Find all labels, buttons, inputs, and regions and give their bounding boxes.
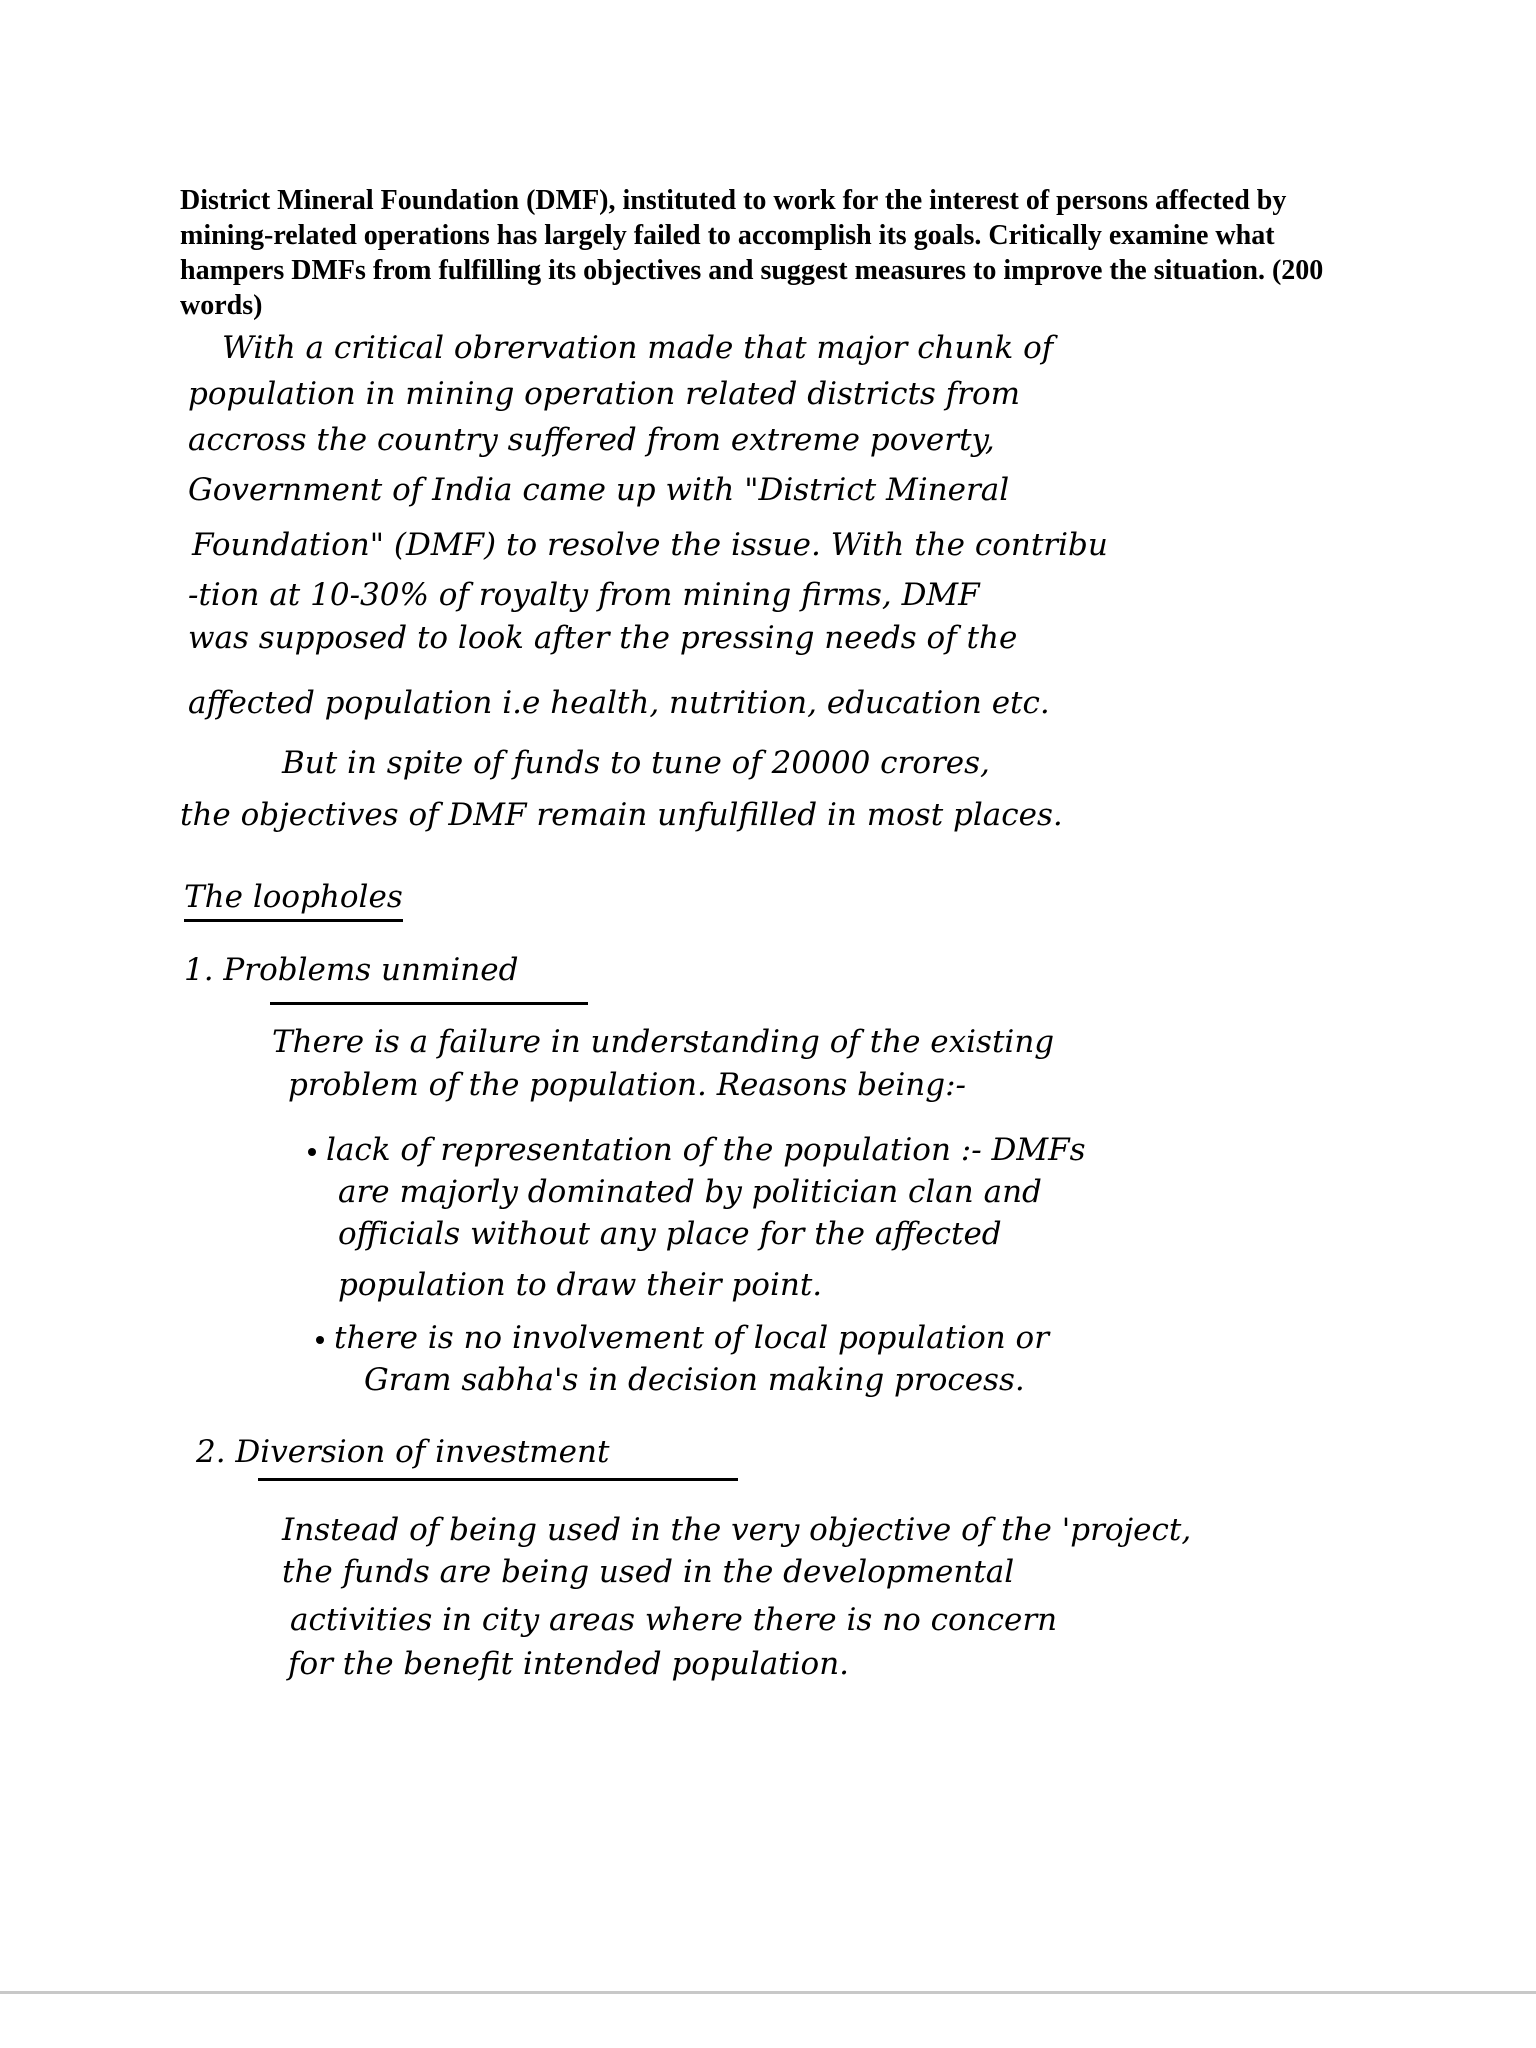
funds-line: the objectives of DMF remain unfulfilled in most places. bbox=[180, 797, 1063, 833]
bullet-2-text: there is no involvement of local population or bbox=[334, 1320, 1050, 1356]
bullet-1-line bbox=[308, 1130, 1086, 1170]
bullet-1-line: officials without any place for the affected bbox=[338, 1216, 1002, 1252]
loopholes-heading bbox=[184, 877, 403, 917]
page-bottom-border bbox=[0, 1991, 1536, 1994]
point1-intro-line: problem of the population. Reasons being:- bbox=[288, 1067, 967, 1103]
point1-intro-line: There is a failure in understanding of the existing bbox=[272, 1024, 1055, 1060]
intro-line: affected population i.e health, nutrition, education etc. bbox=[188, 685, 1050, 721]
intro-line: Government of India came up with "District Mineral bbox=[188, 472, 1010, 508]
funds-line: But in spite of funds to tune of 20000 crores, bbox=[282, 745, 990, 781]
intro-line: accross the country suffered from extreme poverty, bbox=[188, 422, 995, 458]
bullet-2-dot bbox=[316, 1336, 324, 1344]
point1-heading: 1. Problems unmined bbox=[184, 952, 519, 988]
intro-line: With a critical obrervation made that major chunk of bbox=[222, 330, 1054, 366]
point2-heading: 2. Diversion of investment bbox=[196, 1434, 610, 1470]
intro-line: population in mining operation related districts from bbox=[188, 376, 1021, 412]
intro-line: was supposed to look after the pressing needs of the bbox=[188, 620, 1018, 656]
bullet-1-dot bbox=[308, 1148, 316, 1156]
point2-line: activities in city areas where there is no concern bbox=[290, 1602, 1058, 1638]
intro-line: -tion at 10-30% of royalty from mining firms, DMF bbox=[188, 577, 980, 613]
bullet-2-line: Gram sabha's in decision making process. bbox=[364, 1362, 1025, 1398]
point2-heading-underline bbox=[258, 1478, 738, 1481]
point2-line: the funds are being used in the developmental bbox=[282, 1554, 1015, 1590]
bullet-1-line: are majorly dominated by politician clan and bbox=[338, 1174, 1042, 1210]
intro-line: Foundation" (DMF) to resolve the issue. With the contribu bbox=[192, 527, 1108, 563]
point2-line: for the benefit intended population. bbox=[288, 1646, 850, 1682]
bullet-1-line: population to draw their point. bbox=[338, 1267, 823, 1303]
point2-line: Instead of being used in the very objective of the 'project, bbox=[282, 1512, 1192, 1548]
question-text: District Mineral Foundation (DMF), instituted to work for the interest of persons affected by mining-related operations has largely failed to accomplish its goals. Critically examine what hampers DMFs from fulfilling its objectives and suggest measures to improve the situation. (200 words) bbox=[180, 185, 1324, 321]
loopholes-heading-text: The loopholes bbox=[184, 879, 403, 922]
bullet-2-line bbox=[316, 1318, 1049, 1358]
bullet-1-text: lack of representation of the population :- DMFs bbox=[326, 1132, 1086, 1168]
point1-heading-underline bbox=[270, 1002, 588, 1005]
